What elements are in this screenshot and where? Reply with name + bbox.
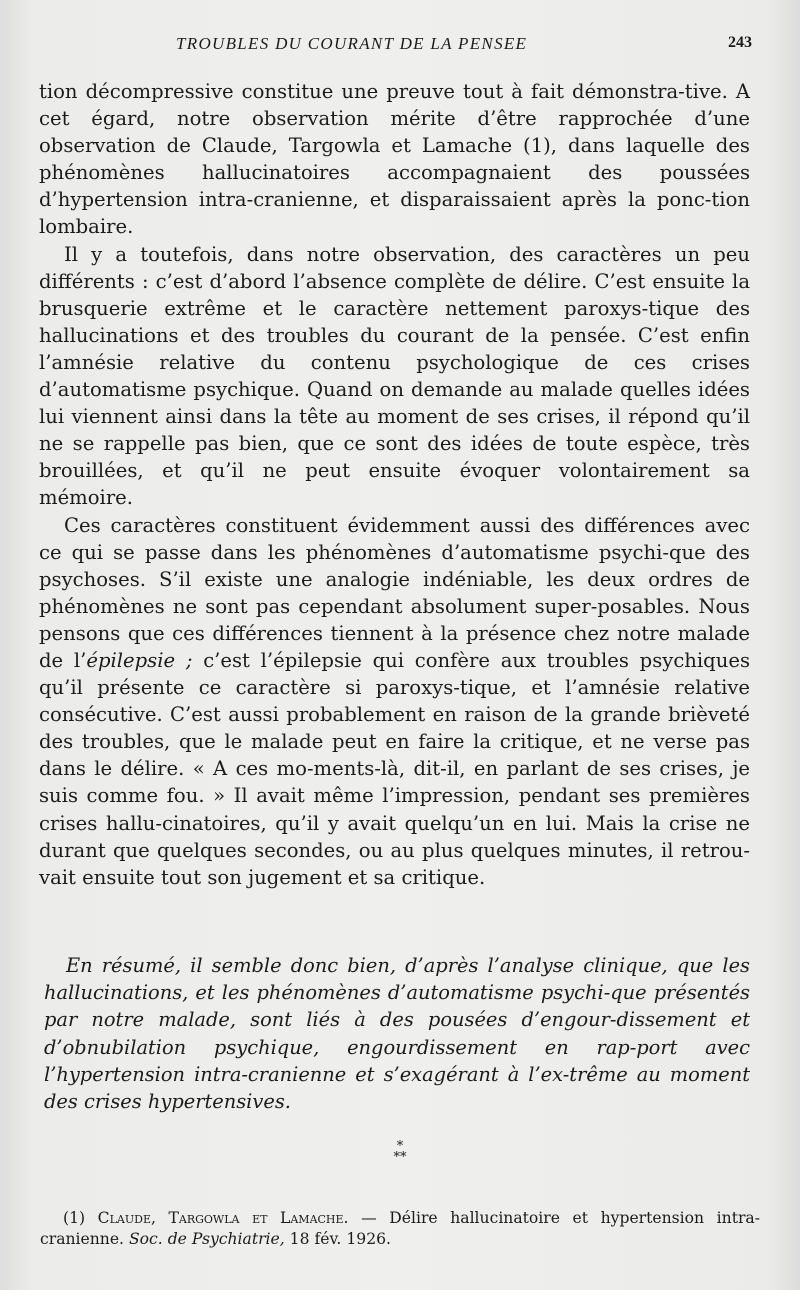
conclusion-paragraph: En résumé, il semble donc bien, d’après l’analyse clinique, que les hallucinations, et les phénomènes d’automatisme psychi-que présentés par notre malade, sont liés à des pousées d’engour-dissement et d’obnubilation psychique, engourdissement en rap-port avec l’hypertension intra-cranienne et s’exagérant à l’ex-trême au moment des crises hypertensives. (44, 954, 750, 1114)
paragraph-differences: Il y a toutefois, dans notre observation, des caractères un peu différents : c’est d’abord l’absence complète de délire. C’est ensuite la brusquerie extrême et le caractère nettement paroxys-tique des hallucinations et des troubles du courant de la pensée. C’est enfin l’amnésie relative du contenu psychologique de ces crises d’automatisme psychique. Quand on demande au malade quelles idées lui viennent ainsi dans la tête au moment de ses crises, il répond qu’il ne se rappelle pas bien, que ce sont des idées de toute espèce, très brouillées, et qu’il ne peut ensuite évoquer volontairement sa mémoire. (39, 242, 750, 510)
footnote-authors: Claude, Targowla et Lamache. (97, 1209, 349, 1227)
asterism-separator (0, 1141, 800, 1163)
epilepsie-emphasis: épilepsie ; (86, 648, 193, 672)
footnote-date: 18 fév. 1926. (284, 1230, 391, 1248)
asterism-top: * (396, 1139, 404, 1154)
footnote-title: — Délire hallucinatoire et hypertension intra-cranienne. (40, 1209, 760, 1248)
running-head-title: TROUBLES DU COURANT DE LA PENSEE (176, 34, 528, 53)
footnote-marker: (1) (63, 1209, 86, 1227)
page-number: 243 (728, 34, 752, 51)
asterism-bottom: ** (393, 1150, 407, 1165)
paragraph-epilepsy (39, 512, 750, 891)
footnote (40, 1208, 760, 1250)
footnote-journal: Soc. de Psychiatrie, (128, 1230, 285, 1248)
paragraph-continuation: tion décompressive constitue une preuve tout à fait démonstra-tive. A cet égard, notre observation mérite d’être rapprochée d’une observation de Claude, Targowla et Lamache (1), dans laquelle des phénomènes hallucinatoires accompagnaient des poussées d’hypertension intra-cranienne, et disparaissaient après la ponc-tion lombaire. (39, 80, 750, 239)
running-head (0, 34, 800, 56)
paragraph-epilepsy-text-b: c’est l’épilepsie qui confère aux troubles psychiques qu’il présente ce caractère si paroxys-tique, et l’amnésie relative consécutive. C’est aussi probablement en raison de la grande brièveté des troubles, que le malade peut en faire la critique, et ne verse pas dans le délire. « A ces mo-ments-là, dit-il, en parlant de ses crises, je suis comme fou. » Il avait même l’impression, pendant ses premières crises hallu-cinatoires, qu’il y avait quelqu’un en lui. Mais la crise ne durant que quelques secondes, ou au plus quelques minutes, il retrou-vait ensuite tout son jugement et sa critique. (39, 648, 750, 889)
body-text (39, 78, 750, 891)
paragraph-epilepsy-text-a: Ces caractères constituent évidemment aussi des différences avec ce qui se passe dans les phénomènes d’automatisme psychi-que des psychoses. S’il existe une analogie indéniable, les deux ordres de phénomènes ne sont pas cependant absolument super-posables. Nous pensons que ces différences tiennent à la présence chez notre malade de l’ (39, 513, 750, 672)
